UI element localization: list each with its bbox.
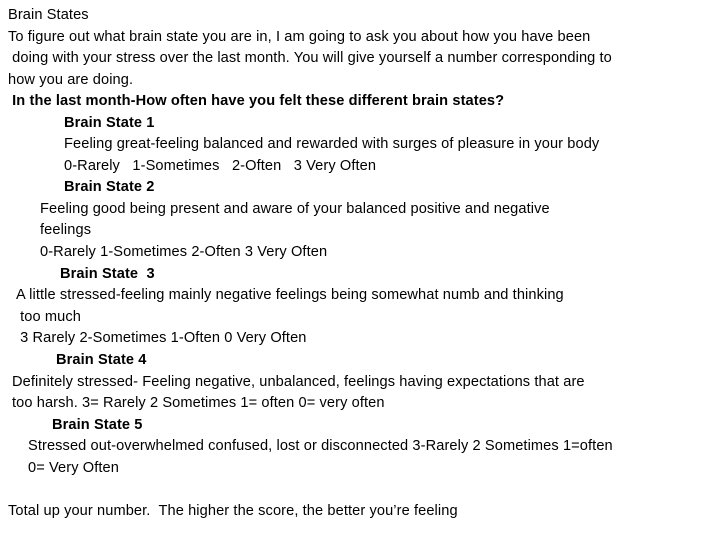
brain-state-3-scale: 3 Rarely 2-Sometimes 1-Often 0 Very Often — [16, 330, 307, 346]
brain-state-1-description: Feeling great-feeling balanced and rewarded with surges of pleasure in your body — [64, 136, 600, 152]
brain-state-3-description-1: A little stressed-feeling mainly negative feelings being somewhat numb and thinking — [16, 287, 564, 303]
brain-state-5-description-1: Stressed out-overwhelmed confused, lost or disconnected 3-Rarely 2 Sometimes 1=often — [28, 438, 613, 454]
intro-line-3: how you are doing. — [8, 72, 134, 88]
brain-state-4-description-1: Definitely stressed- Feeling negative, unbalanced, feelings having expectations that are — [12, 374, 585, 390]
document-title: Brain States — [8, 7, 89, 23]
brain-state-2-scale: 0-Rarely 1-Sometimes 2-Often 3 Very Often — [40, 244, 328, 260]
intro-line-1: To figure out what brain state you are in, I am going to ask you about how you have been — [8, 29, 591, 45]
brain-state-5-description-2: 0= Very Often — [28, 460, 119, 476]
question-heading: In the last month-How often have you felt these different brain states? — [8, 93, 505, 109]
brain-state-4-heading: Brain State 4 — [56, 352, 147, 368]
intro-line-2: doing with your stress over the last month. You will give yourself a number corresponding to — [8, 50, 612, 66]
brain-state-2-heading: Brain State 2 — [64, 179, 155, 195]
brain-state-1-scale: 0-Rarely 1-Sometimes 2-Often 3 Very Often — [64, 158, 377, 174]
brain-state-1-heading: Brain State 1 — [64, 115, 155, 131]
brain-state-5-heading: Brain State 5 — [52, 417, 143, 433]
brain-state-3-description-2: too much — [16, 309, 81, 325]
brain-state-3-heading: Brain State 3 — [60, 266, 155, 282]
brain-state-2-description-1: Feeling good being present and aware of your balanced positive and negative — [40, 201, 550, 217]
brain-state-2-description-2: feelings — [40, 222, 92, 238]
brain-state-4-description-2: too harsh. 3= Rarely 2 Sometimes 1= often 0= very often — [12, 395, 385, 411]
scoring-instruction: Total up your number. The higher the score, the better you’re feeling — [8, 503, 458, 519]
